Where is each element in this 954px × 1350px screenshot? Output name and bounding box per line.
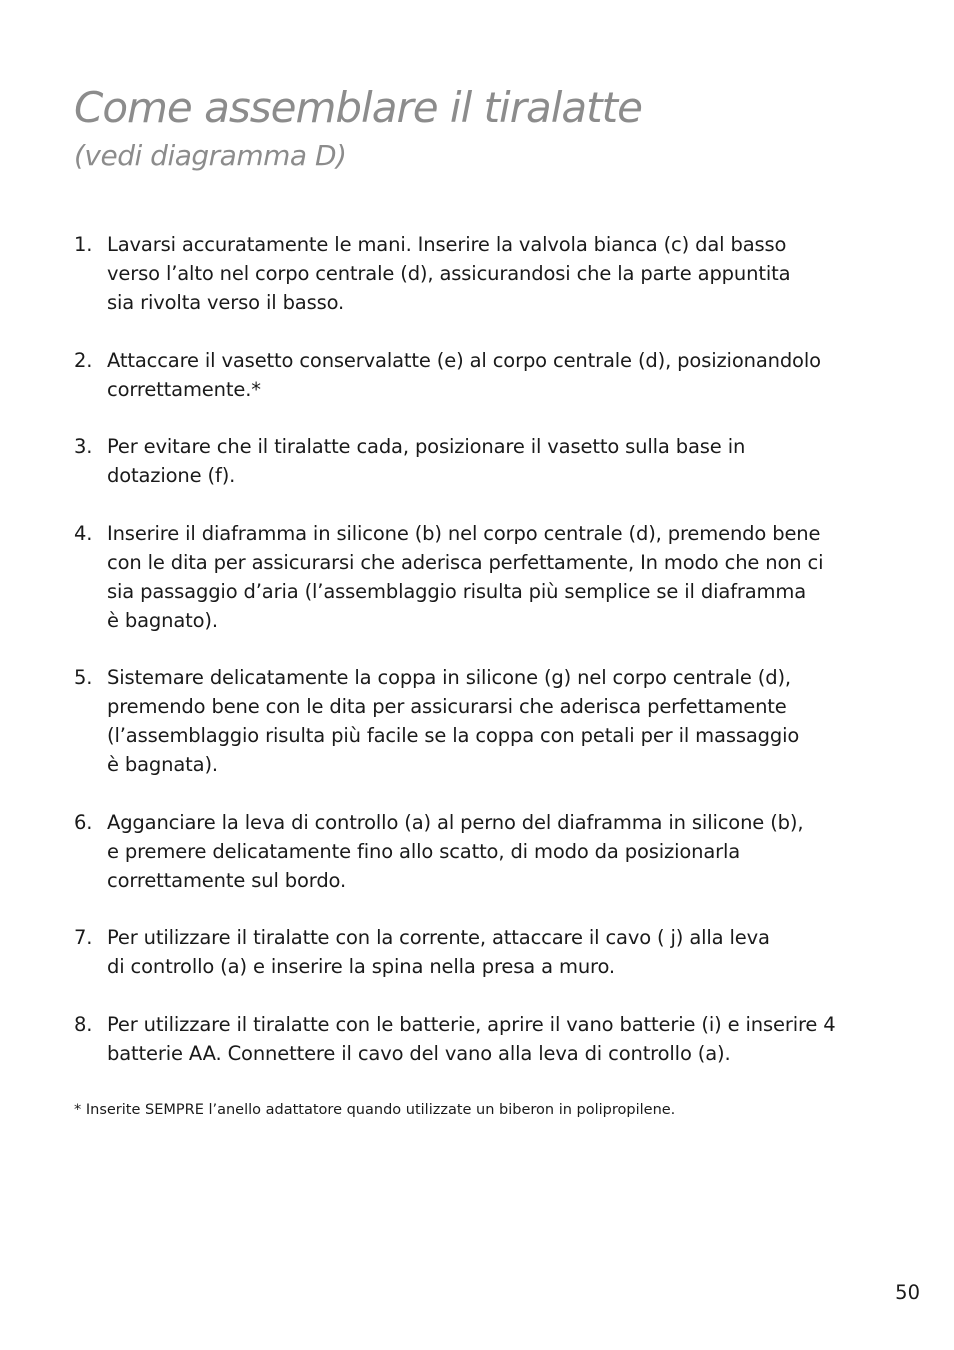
list-item (74, 663, 864, 779)
step-text (107, 432, 864, 490)
step-number: 1. (74, 233, 93, 256)
step-text-line: di controllo (a) e inserire la spina nella presa a muro. (107, 955, 615, 978)
step-text-line: è bagnata). (107, 753, 218, 776)
step-text-line: (l’assemblaggio risulta più facile se la coppa con petali per il massaggio (107, 724, 800, 747)
step-text-line: con le dita per assicurarsi che aderisca perfettamente, In modo che non ci (107, 550, 824, 574)
step-text-line: Agganciare la leva di controllo (a) al perno del diaframma in silicone (b), (107, 810, 804, 834)
step-text-line: e premere delicatamente fino allo scatto, di modo da posizionarla (107, 839, 741, 863)
list-item (74, 230, 864, 317)
step-text-line: dotazione (f). (107, 464, 236, 487)
step-text-line: sia passaggio d’aria (l’assemblaggio risulta più semplice se il diaframma (107, 579, 807, 603)
step-number: 8. (74, 1012, 93, 1036)
page-subtitle: (vedi diagramma D) (74, 139, 347, 172)
list-item (74, 346, 864, 404)
page-title: Come assemblare il tiralatte (74, 83, 642, 132)
step-text-line: Per utilizzare il tiralatte con la corrente, attaccare il cavo ( j) alla leva (107, 926, 770, 949)
step-text-line: premendo bene con le dita per assicurarsi che aderisca perfettamente (107, 695, 787, 718)
list-item (74, 808, 864, 895)
step-number: 3. (74, 435, 93, 458)
step-text-line: Per evitare che il tiralatte cada, posizionare il vasetto sulla base in (107, 435, 746, 458)
step-text (107, 1010, 864, 1068)
step-text-line: batterie AA. Connettere il cavo del vano alla leva di controllo (a). (107, 1041, 731, 1065)
step-text-line: Attaccare il vasetto conservalatte (e) al corpo centrale (d), posizionandolo (107, 348, 821, 372)
step-text (107, 923, 864, 981)
assembly-steps-list (74, 230, 864, 1096)
list-item (74, 519, 864, 635)
step-number: 4. (74, 521, 93, 545)
list-item (74, 432, 864, 490)
step-text (107, 808, 864, 895)
step-number: 7. (74, 926, 93, 949)
step-number: 2. (74, 348, 93, 372)
step-text (107, 346, 864, 404)
list-item (74, 923, 864, 981)
footnote: * Inserite SEMPRE l’anello adattatore quando utilizzate un biberon in polipropilene. (74, 1102, 676, 1118)
step-text-line: sia rivolta verso il basso. (107, 291, 345, 314)
step-text-line: Per utilizzare il tiralatte con le batterie, aprire il vano batterie (i) e inserire 4 (107, 1012, 836, 1036)
step-text-line: Inserire il diaframma in silicone (b) nel corpo centrale (d), premendo bene (107, 521, 821, 545)
step-text (107, 663, 864, 779)
step-text-line: correttamente.* (107, 377, 261, 401)
list-item (74, 1010, 864, 1068)
step-text-line: è bagnato). (107, 608, 218, 632)
step-text (107, 519, 864, 635)
step-text-line: Sistemare delicatamente la coppa in silicone (g) nel corpo centrale (d), (107, 666, 791, 689)
step-text-line: correttamente sul bordo. (107, 868, 347, 892)
step-text (107, 230, 864, 317)
step-number: 5. (74, 666, 93, 689)
step-text-line: Lavarsi accuratamente le mani. Inserire la valvola bianca (c) dal basso (107, 233, 787, 256)
step-number: 6. (74, 810, 93, 834)
page-number: 50 (895, 1281, 920, 1304)
step-text-line: verso l’alto nel corpo centrale (d), assicurandosi che la parte appuntita (107, 262, 791, 285)
